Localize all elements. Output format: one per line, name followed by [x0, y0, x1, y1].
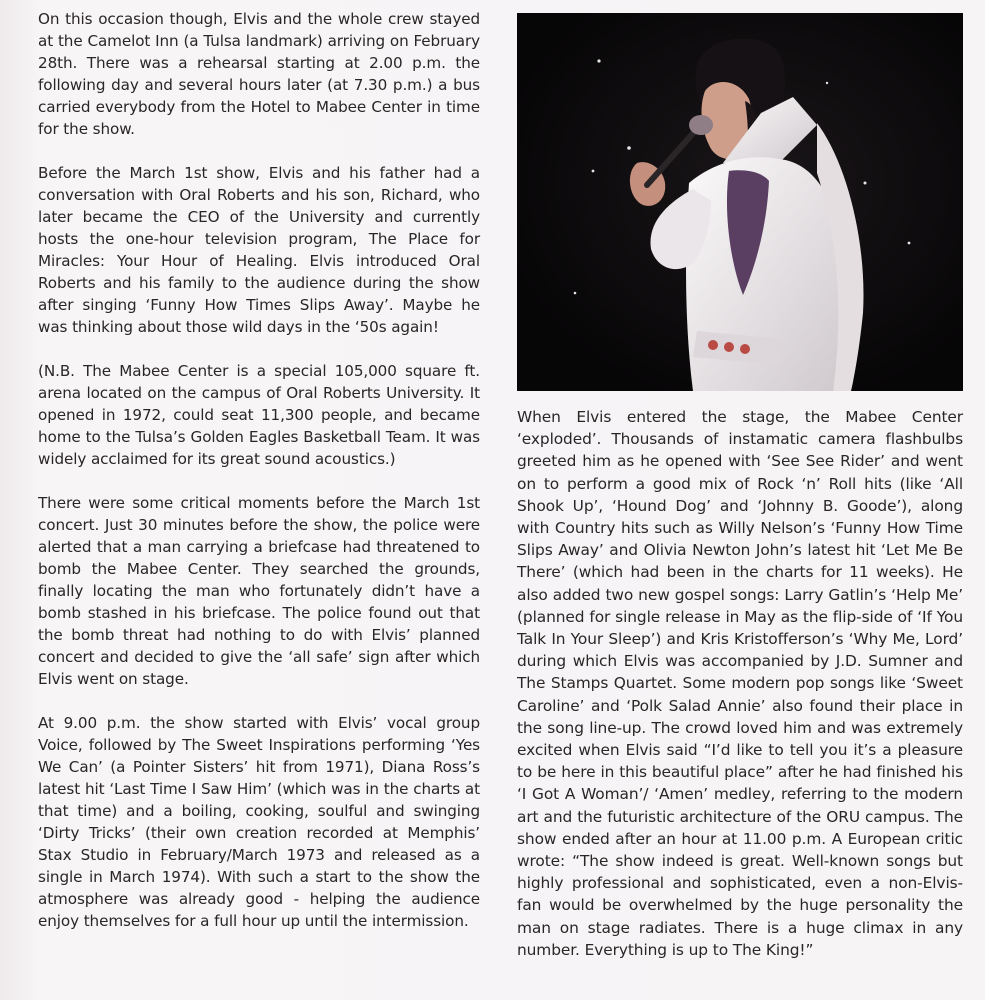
- performer-photo: [517, 13, 963, 391]
- performer-photo-icon: [517, 13, 963, 391]
- microphone-icon: [689, 115, 713, 135]
- paragraph-arrival: On this occasion though, Elvis and the whole crew stayed at the Camelot Inn (a Tulsa landmark) arriving on February 28th. There was a rehearsal starting at 2.00 p.m. the following day and several hours later (at 7.30 p.m.) a bus carried everybody from the Hotel to Mabee Center in time for the show.: [38, 10, 480, 138]
- paragraph-oral-roberts: Before the March 1st show, Elvis and his father had a conversation with Oral Roberts and his son, Richard, who later became the CEO of the University and currently hosts the one-hour television program, The Place for Miracles: Your Hour of Healing. Elvis introduced Oral Roberts and his family to the audience during the show after singing ‘Funny How Times Slips Away’. Maybe he was thinking about those wild days in the ‘50s again!: [38, 164, 480, 336]
- paragraph-bomb-threat: There were some critical moments before the March 1st concert. Just 30 minutes before the show, the police were alerted that a man carrying a briefcase had threatened to bomb the Mabee Center. They searched the grounds, finally locating the man who fortunately didn’t have a bomb stashed in his briefcase. The police found out that the bomb threat had nothing to do with Elvis’ planned concert and decided to give the ‘all safe’ sign after which Elvis went on stage.: [38, 494, 480, 688]
- paragraph-mabee-note: (N.B. The Mabee Center is a special 105,000 square ft. arena located on the campus of Oral Roberts University. It opened in 1972, could seat 11,300 people, and became home to the Tulsa’s Golden Eagles Basketball Team. It was widely acclaimed for its great sound acoustics.): [38, 362, 480, 468]
- paragraph-show-description: When Elvis entered the stage, the Mabee Center ‘exploded’. Thousands of instamatic camera flashbulbs greeted him as he opened with ‘See See Rider’ and went on to perform a good mix of Rock ‘n’ Roll hits (like ‘All Shook Up’, ‘Hound Dog’ and ‘Johnny B. Goode’), along with Country hits such as Willy Nelson’s ‘Funny How Time Slips Away’ and Olivia Newton John’s latest hit ‘Let Me Be There’ (which had been in the charts for 11 weeks). He also added two new gospel songs: Larry Gatlin’s ‘Help Me’ (planned for single release in May as the flip-side of ‘If You Talk In Your Sleep’) and Kris Kristofferson’s ‘Why Me, Lord’ during which Elvis was accompanied by J.D. Sumner and The Stamps Quartet. Some modern pop songs like ‘Sweet Caroline’ and ‘Polk Salad Annie’ also found their place in the song line-up. The crowd loved him and was extremely excited when Elvis said “I’d like to tell you it’s a pleasure to be here in this beautiful place” after he had finished his ‘I Got A Woman’/ ‘Amen’ medley, referring to the modern art and the futuristic architecture of the ORU campus. The show ended after an hour at 11.00 p.m. A European critic wrote: “The show indeed is great. Well-known songs but highly professional and sophisticated, even a non-Elvis-fan would be overwhelmed by the huge personality the man on stage radiates. There is a huge climax in any number. Everything is up to The King!”: [517, 408, 963, 959]
- left-text-column: [38, 8, 480, 954]
- paragraph-opening-acts: At 9.00 p.m. the show started with Elvis’ vocal group Voice, followed by The Sweet Inspirations performing ‘Yes We Can’ (a Pointer Sisters’ hit from 1971), Diana Ross’s latest hit ‘Last Time I Saw Him’ (which was in the charts at that time) and a boiling, cooking, soulful and swinging ‘Dirty Tricks’ (their own creation recorded at Memphis’ Stax Studio in February/March 1973 and released as a single in March 1974). With such a start to the show the atmosphere was already good - helping the audience enjoy themselves for a full hour up until the intermission.: [38, 714, 480, 930]
- right-text-column: [517, 406, 963, 961]
